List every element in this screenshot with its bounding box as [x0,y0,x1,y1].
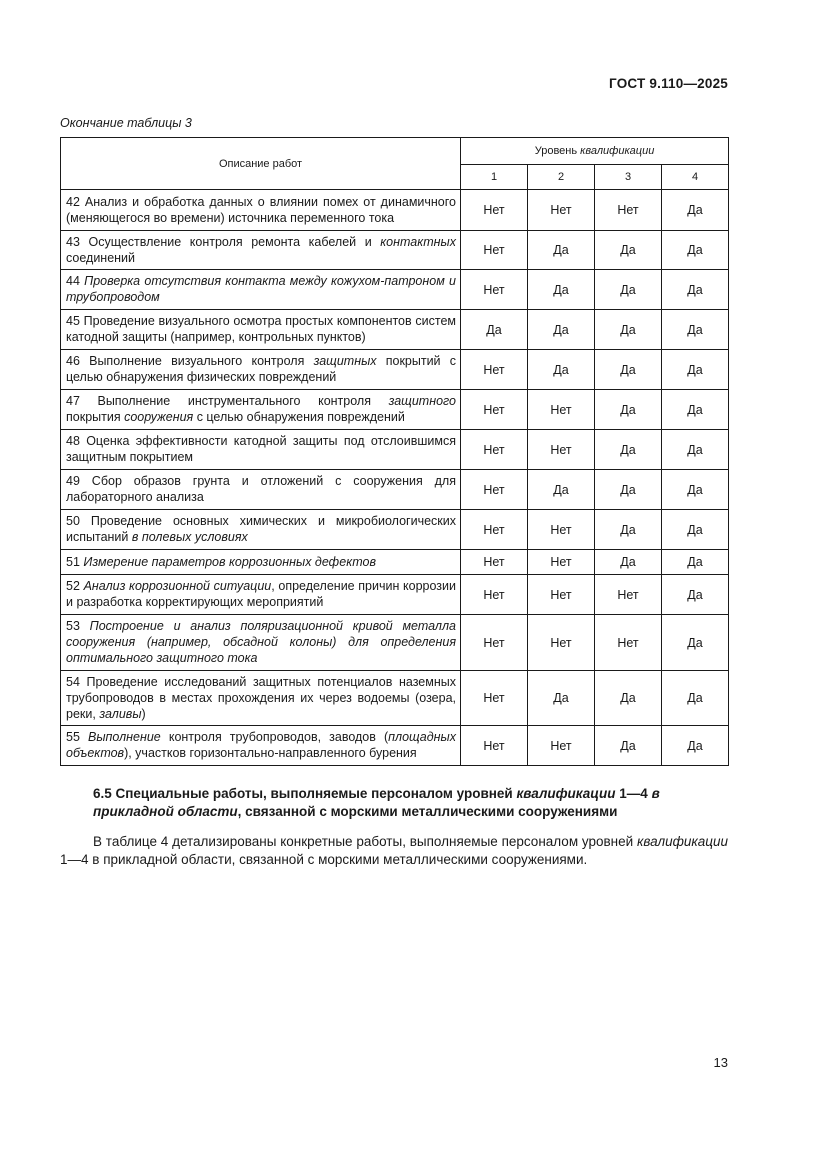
level-1-value: Да [461,310,528,350]
work-description: 47 Выполнение инструментального контроля защитного покрытия сооружения с целью обнаружения повреждений [61,390,461,430]
table-row [61,671,729,726]
level-1-value: Нет [461,350,528,390]
level-4-value: Да [662,190,729,231]
table-row [61,430,729,470]
table-row [61,575,729,615]
level-2-value: Да [528,231,595,270]
table-row [61,550,729,575]
level-1-value: Нет [461,430,528,470]
level-2-value: Да [528,470,595,510]
work-description: 54 Проведение исследований защитных потенциалов наземных трубопроводов в местах прохождения их через водоемы (озера, реки, заливы) [61,671,461,726]
work-description: 52 Анализ коррозионной ситуации, определение причин коррозии и разработка корректирующих мероприятий [61,575,461,615]
table-row [61,270,729,310]
work-description: 51 Измерение параметров коррозионных дефектов [61,550,461,575]
document-code: ГОСТ 9.110—2025 [609,76,728,91]
level-2-header: 2 [528,165,595,190]
level-3-value: Да [595,310,662,350]
level-1-header: 1 [461,165,528,190]
level-3-value: Да [595,430,662,470]
work-description: 44 Проверка отсутствия контакта между кожухом-патроном и трубопроводом [61,270,461,310]
work-description: 45 Проведение визуального осмотра простых компонентов систем катодной защиты (например, контрольных пунктов) [61,310,461,350]
level-3-value: Да [595,270,662,310]
level-4-value: Да [662,671,729,726]
level-4-header: 4 [662,165,729,190]
level-4-value: Да [662,390,729,430]
level-3-value: Да [595,231,662,270]
work-description: 49 Сбор образов грунта и отложений с сооружения для лабораторного анализа [61,470,461,510]
table-caption: Окончание таблицы 3 [60,116,192,130]
level-1-value: Нет [461,270,528,310]
level-4-value: Да [662,510,729,550]
level-3-value: Да [595,350,662,390]
level-4-value: Да [662,470,729,510]
level-2-value: Нет [528,575,595,615]
works-table-body [61,190,729,766]
work-description: 43 Осуществление контроля ремонта кабелей и контактных соединений [61,231,461,270]
level-3-value: Нет [595,190,662,231]
level-3-value: Да [595,510,662,550]
level-4-value: Да [662,350,729,390]
level-3-value: Нет [595,575,662,615]
level-2-value: Да [528,270,595,310]
table-row [61,726,729,766]
level-4-value: Да [662,575,729,615]
level-2-value: Нет [528,550,595,575]
level-1-value: Нет [461,575,528,615]
work-description: 42 Анализ и обработка данных о влиянии помех от динамичного (меняющегося во времени) источника переменного тока [61,190,461,231]
column-header-qualification-level: Уровень квалификации [461,138,729,165]
table-row [61,390,729,430]
level-2-value: Нет [528,726,595,766]
level-1-value: Нет [461,470,528,510]
table-row [61,510,729,550]
work-description: 50 Проведение основных химических и микробиологических испытаний в полевых условиях [61,510,461,550]
level-4-value: Да [662,726,729,766]
level-2-value: Да [528,350,595,390]
work-description: 53 Построение и анализ поляризационной кривой металла сооружения (например, обсадной колоны) для определения оптимального защитного тока [61,615,461,671]
level-1-value: Нет [461,671,528,726]
level-1-value: Нет [461,390,528,430]
work-description: 48 Оценка эффективности катодной защиты под отслоившимся защитным покрытием [61,430,461,470]
level-3-value: Да [595,390,662,430]
level-3-value: Да [595,550,662,575]
level-1-value: Нет [461,190,528,231]
level-1-value: Нет [461,231,528,270]
level-1-value: Нет [461,550,528,575]
level-2-value: Нет [528,615,595,671]
level-2-value: Да [528,671,595,726]
level-4-value: Да [662,231,729,270]
level-1-value: Нет [461,615,528,671]
level-4-value: Да [662,550,729,575]
works-table [60,137,729,766]
level-3-value: Нет [595,615,662,671]
section-heading: 6.5 Специальные работы, выполняемые персоналом уровней квалификации 1—4 в прикладной области, связанной с морскими металлическими сооружениями [93,786,660,819]
table-row [61,615,729,671]
table-row [61,231,729,270]
work-description: 55 Выполнение контроля трубопроводов, заводов (площадных объектов), участков горизонтально-направленного бурения [61,726,461,766]
level-1-value: Нет [461,510,528,550]
table-row [61,470,729,510]
level-2-value: Нет [528,510,595,550]
level-4-value: Да [662,615,729,671]
table-row [61,350,729,390]
section-paragraph: В таблице 4 детализированы конкретные работы, выполняемые персоналом уровней квалификации 1—4 в прикладной области, связанной с морскими металлическими сооружениями. [60,834,728,867]
work-description: 46 Выполнение визуального контроля защитных покрытий с целью обнаружения физических повреждений [61,350,461,390]
level-3-value: Да [595,470,662,510]
level-2-value: Нет [528,430,595,470]
level-2-value: Нет [528,390,595,430]
column-header-description: Описание работ [61,138,461,190]
level-4-value: Да [662,310,729,350]
level-3-header: 3 [595,165,662,190]
level-4-value: Да [662,430,729,470]
page-number: 13 [713,1055,728,1070]
level-1-value: Нет [461,726,528,766]
table-row [61,190,729,231]
level-3-value: Да [595,726,662,766]
level-2-value: Нет [528,190,595,231]
level-4-value: Да [662,270,729,310]
section-6-5 [60,785,728,869]
level-2-value: Да [528,310,595,350]
table-row [61,310,729,350]
level-3-value: Да [595,671,662,726]
